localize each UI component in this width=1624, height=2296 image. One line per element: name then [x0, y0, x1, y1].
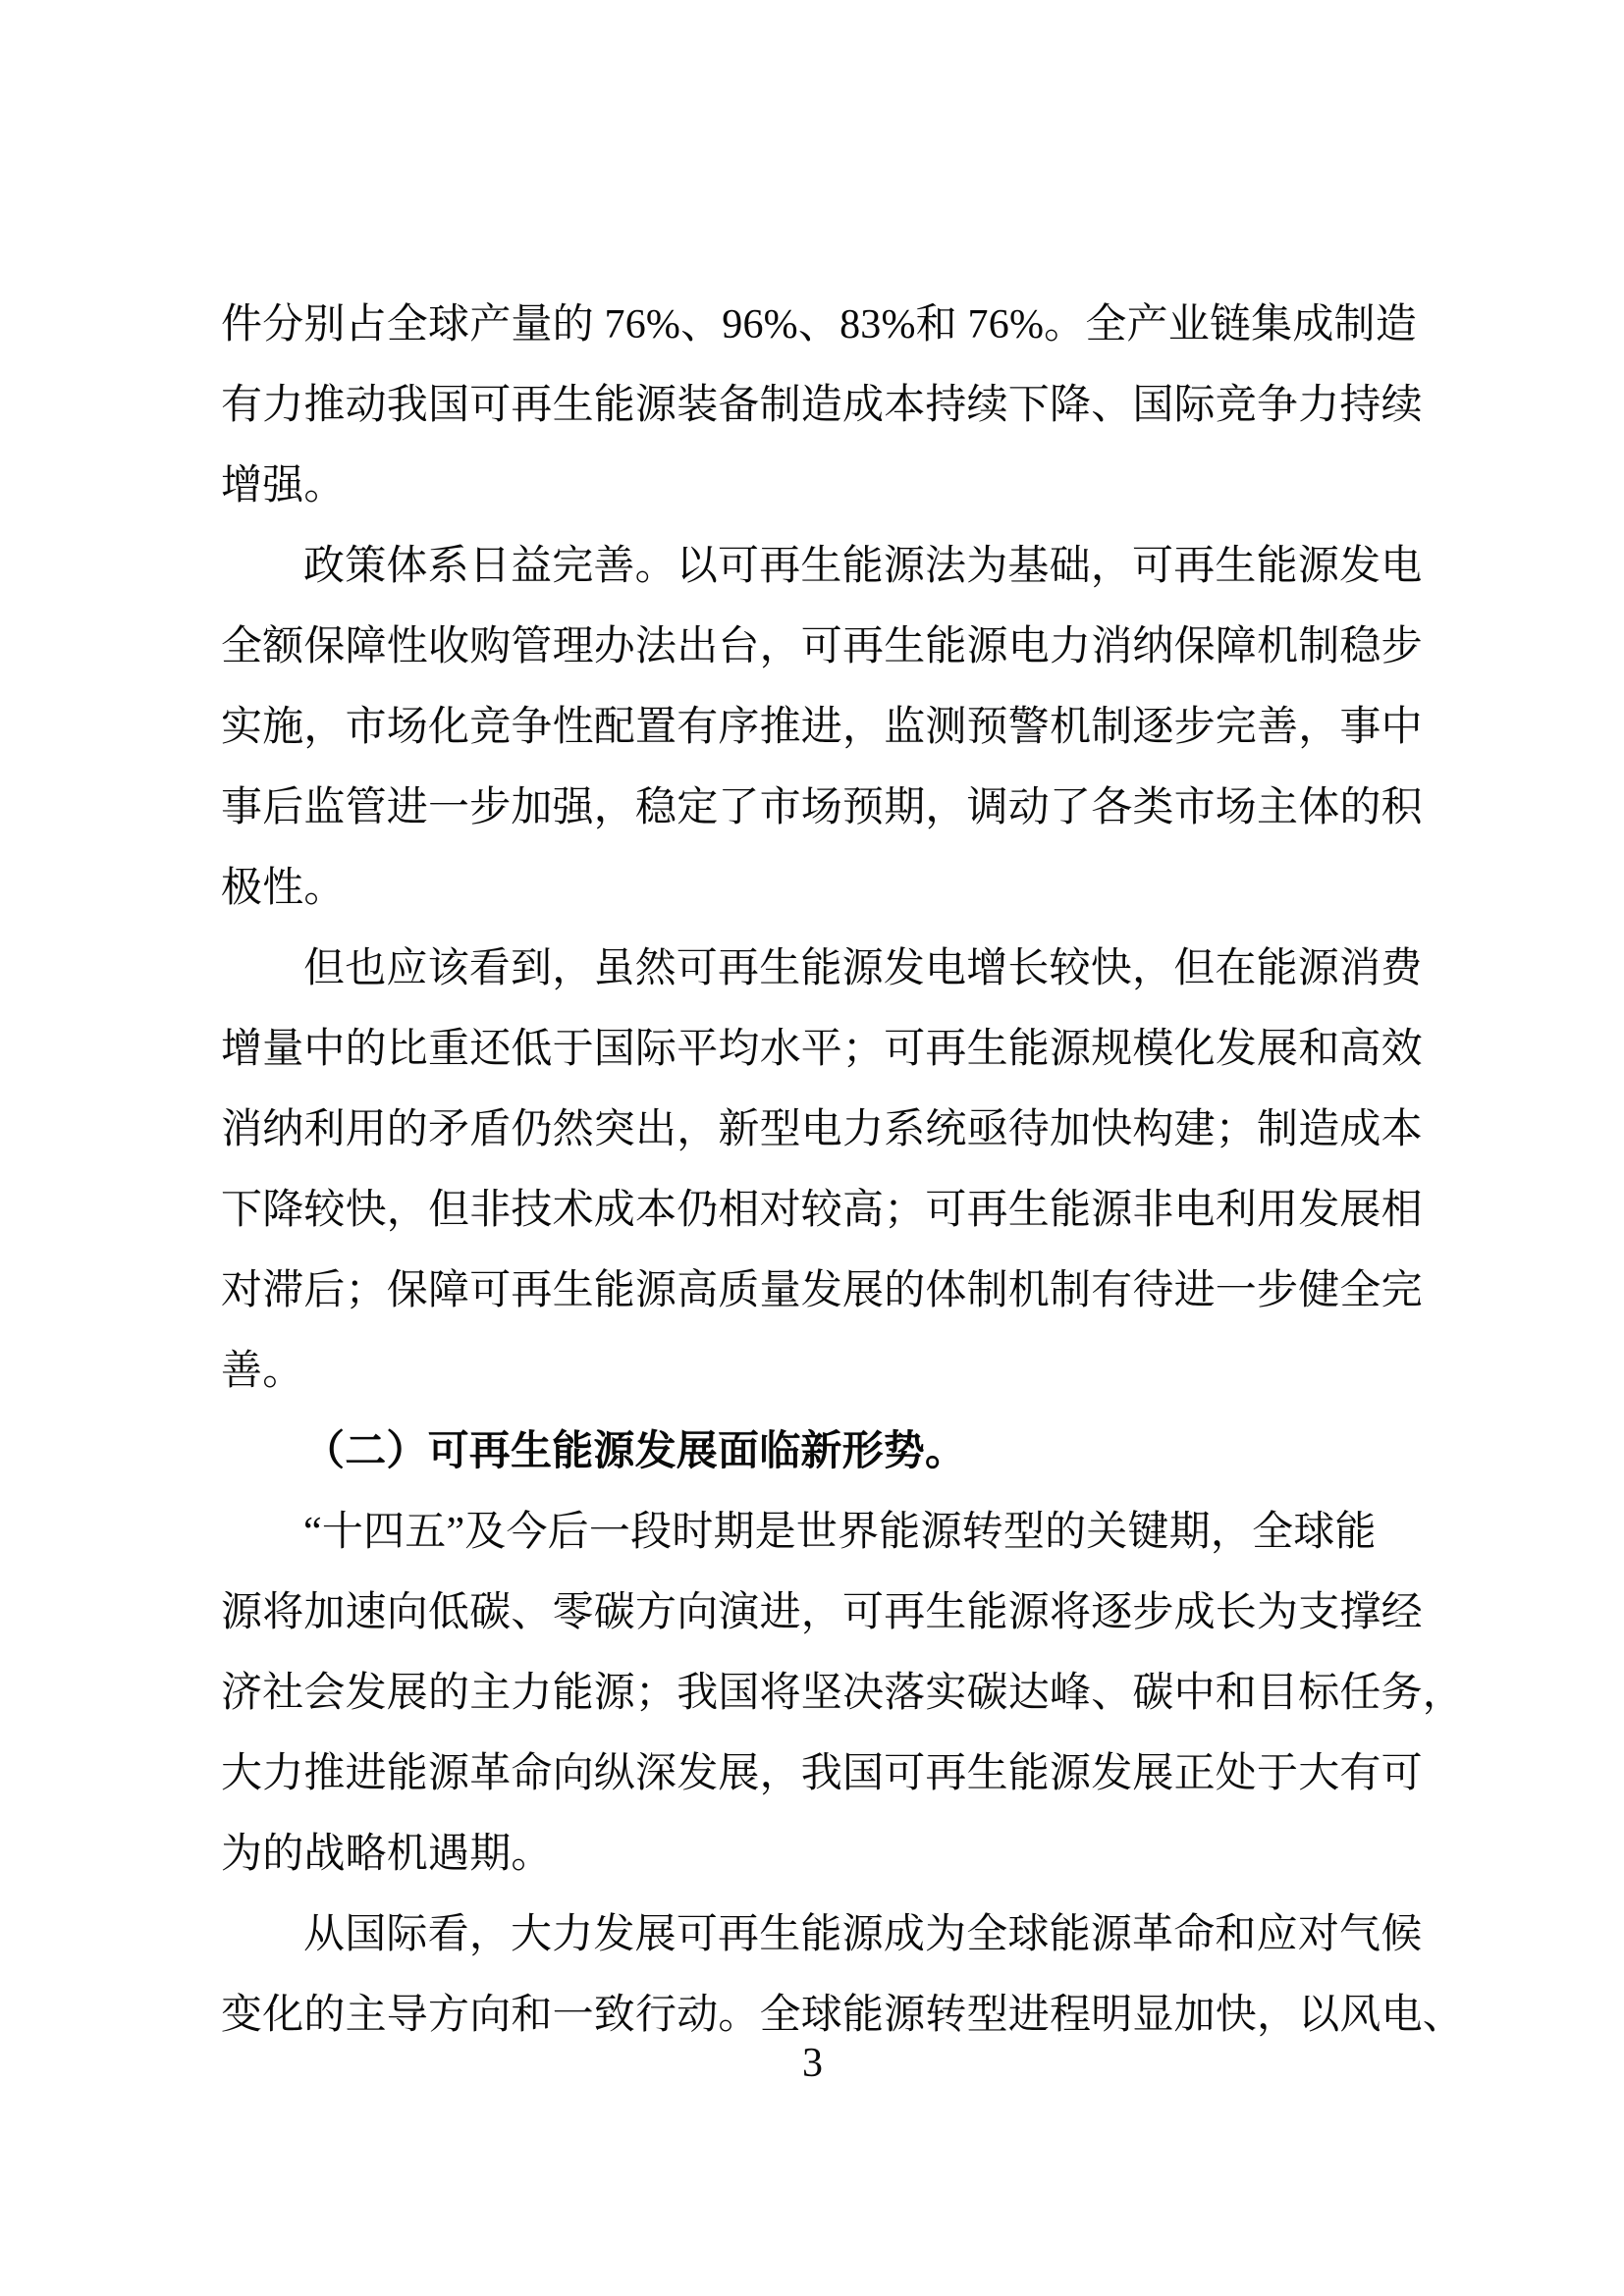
paragraph-international-view	[221, 1895, 1465, 2056]
text-line: 但也应该看到，虽然可再生能源发电增长较快，但在能源消费	[303, 946, 1423, 991]
text-line: 有力推动我国可再生能源装备制造成本持续下降、国际竞争力持续	[221, 383, 1423, 428]
text-line: 增强。	[221, 463, 346, 508]
paragraph-text: ，大力发展可再生能源成为全球能源革命和应对气候	[468, 1912, 1423, 1957]
paragraph-lead-in: 从国际看	[303, 1912, 469, 1957]
paragraph-lead-in: 政策体系日益完善。	[303, 544, 677, 589]
text-line	[221, 1895, 1429, 1975]
text-line: 变化的主导方向和一致行动。全球能源转型进程明显加快，以风电、	[221, 1993, 1465, 2038]
text-line: 事后监管进一步加强，稳定了市场预期，调动了各类市场主体的积	[221, 785, 1423, 830]
text-line: 全额保障性收购管理办法出台，可再生能源电力消纳保障机制稳步	[221, 624, 1423, 669]
text-line: 极性。	[221, 866, 346, 911]
paragraph-14th-five-year-outlook	[221, 1492, 1465, 1895]
text-line: 增量中的比重还低于国际平均水平；可再生能源规模化发展和高效	[221, 1027, 1423, 1072]
text-line	[221, 526, 1429, 607]
paragraph-manufacturing-continuation	[221, 285, 1429, 526]
paragraph-text: 以可再生能源法为基础，可再生能源发电	[676, 544, 1423, 589]
text-line: （二）可再生能源发展面临新形势。	[303, 1429, 967, 1474]
paragraph-remaining-challenges	[221, 929, 1429, 1412]
text-line: 济社会发展的主力能源；我国将坚决落实碳达峰、碳中和目标任务，	[221, 1671, 1465, 1716]
paragraph-policy-system	[221, 526, 1429, 929]
text-line: 善。	[221, 1349, 304, 1394]
text-line: 实施，市场化竞争性配置有序推进，监测预警机制逐步完善，事中	[221, 705, 1423, 750]
text-line: “十四五”及今后一段时期是世界能源转型的关键期，全球能	[303, 1510, 1377, 1555]
text-line: 消纳利用的矛盾仍然突出，新型电力系统亟待加快构建；制造成本	[221, 1107, 1423, 1152]
text-line: 对滞后；保障可再生能源高质量发展的体制机制有待进一步健全完	[221, 1268, 1423, 1313]
text-line: 大力推进能源革命向纵深发展，我国可再生能源发展正处于大有可	[221, 1751, 1423, 1796]
text-line: 为的战略机遇期。	[221, 1832, 553, 1877]
text-line: 下降较快，但非技术成本仍相对较高；可再生能源非电利用发展相	[221, 1188, 1423, 1233]
heading-section-two	[221, 1412, 1429, 1492]
page-number: 3	[802, 2041, 823, 2086]
document-text-block	[221, 285, 1465, 2056]
text-line: 件分别占全球产量的 76%、96%、83%和 76%。全产业链集成制造	[221, 302, 1417, 347]
text-line: 源将加速向低碳、零碳方向演进，可再生能源将逐步成长为支撑经	[221, 1590, 1423, 1635]
